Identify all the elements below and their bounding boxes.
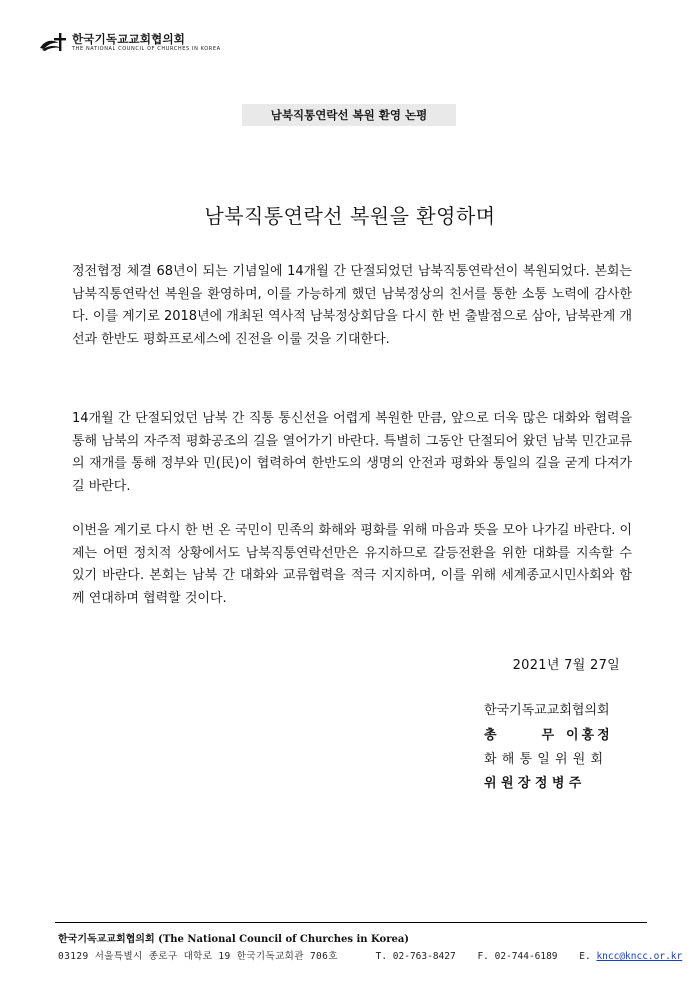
document-label: 남북직통연락선 복원 환영 논평 bbox=[242, 104, 456, 126]
footer-org: 한국기독교교회협의회 (The National Council of Churches in Korea) bbox=[58, 934, 410, 945]
signature-general-secretary bbox=[484, 724, 620, 743]
signature-org: 한국기독교교회협의회 bbox=[484, 703, 610, 718]
paragraph-1: 정전협정 체결 68년이 되는 기념일에 14개월 간 단절되었던 남북직통연락선이 복원되었다. 본회는 남북직통연락선 복원을 환영하며, 이를 가능하게 했던 남북정상의 친서를 통한 소통 노력에 감사한다. 이를 계기로 2018년에 개최된 역사적 남북정상회담을 다시 한 번 출발점으로 삼아, 남북관계 개선과 한반도 평화프로세스에 진전을 이룰 것을 기대한다. bbox=[72, 264, 632, 347]
signature-name-1: 이홍정 bbox=[566, 728, 613, 743]
paragraph-2: 14개월 간 단절되었던 남북 간 직통 통신선을 어렵게 복원한 만큼, 앞으로 더욱 많은 대화와 협력을 통해 남북의 자주적 평화공조의 길을 열어가기 바란다. 특별히 그동안 단절되어 왔던 남북 민간교류의 재개를 통해 정부와 민(民)이 협력하여 한반도의 생명의 안전과 평화와 통일의 길을 굳게 다져가길 바란다. bbox=[72, 411, 632, 494]
footer-email-link[interactable]: kncc@kncc.or.kr bbox=[596, 951, 683, 962]
document-title: 남북직통연락선 복원을 환영하며 bbox=[204, 204, 496, 228]
org-name-en: THE NATIONAL COUNCIL OF CHURCHES IN KOREA bbox=[72, 46, 221, 52]
signature-committee: 화해통일위원회 bbox=[484, 752, 609, 767]
signature-role-1: 총 무 bbox=[484, 728, 554, 743]
document-date: 2021년 7월 27일 bbox=[512, 658, 620, 673]
footer-contact bbox=[58, 948, 683, 962]
footer-tel: T. 02-763-8427 bbox=[375, 951, 456, 962]
footer-fax: F. 02-744-6189 bbox=[477, 951, 558, 962]
org-name-ko: 한국기독교교회협의회 bbox=[72, 32, 186, 46]
footer-email-block bbox=[579, 951, 682, 962]
footer-divider bbox=[55, 922, 647, 923]
letterhead bbox=[38, 28, 338, 56]
footer-email-label: E. bbox=[579, 951, 591, 962]
cross-dove-logo-icon bbox=[38, 30, 68, 54]
paragraph-3: 이번을 계기로 다시 한 번 온 국민이 민족의 화해와 평화를 위해 마음과 뜻을 모아 나가길 바란다. 이제는 어떤 정치적 상황에서도 남북직통연락선만은 유지하므로 갈등전환을 위한 대화를 지속할 수 있기 바란다. 본회는 남북 간 대화와 교류협력을 적극 지지하며, 이를 위해 세계종교시민사회와 함께 연대하며 협력할 것이다. bbox=[72, 523, 633, 606]
footer-address: 03129 서울특별시 종로구 대학로 19 한국기독교회관 706호 bbox=[58, 951, 338, 962]
signature-chair: 위원장정병주 bbox=[484, 776, 586, 791]
